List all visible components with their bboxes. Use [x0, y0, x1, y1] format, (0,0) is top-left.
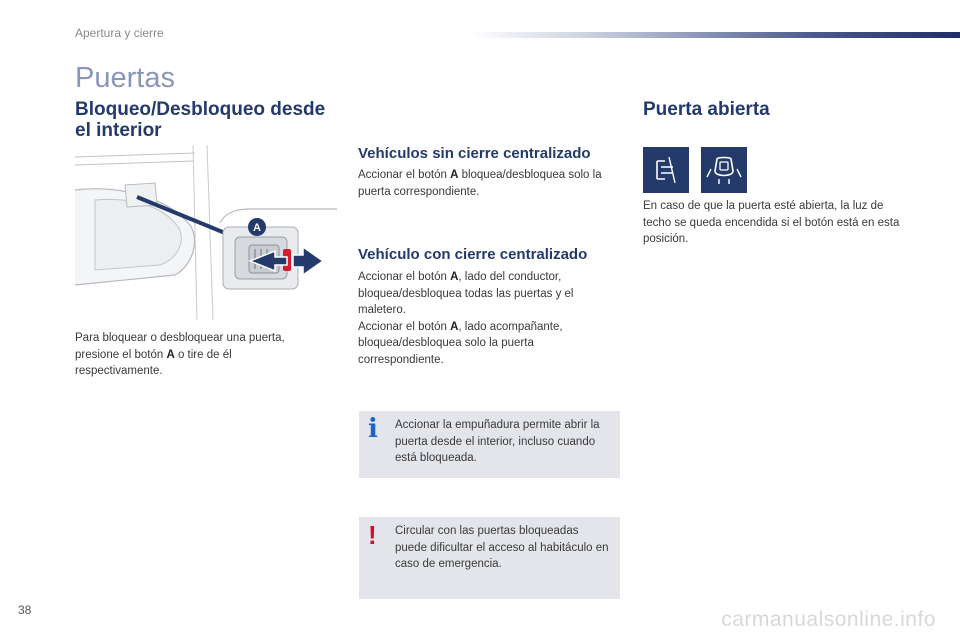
warning-icon: ! [368, 520, 377, 550]
heading-central-locking: Vehículo con cierre centralizado [358, 246, 588, 263]
info-box [359, 411, 620, 478]
door-switch-on-icon [701, 147, 747, 193]
warning-box [359, 517, 620, 599]
heading-door-open: Puerta abierta [643, 99, 770, 120]
door-open-text: En caso de que la puerta esté abierta, la luz de techo se queda encendida si el botón está en esta posición. [643, 200, 900, 245]
warning-text: Circular con las puertas bloqueadas puede dificultar el acceso al habitáculo en caso de emergencia. [395, 525, 609, 570]
section-label: Apertura y cierre [75, 26, 164, 40]
page-number: 38 [18, 603, 32, 617]
info-icon: i [368, 414, 378, 444]
page-title: Puertas [75, 62, 175, 94]
door-lock-illustration [75, 145, 337, 320]
info-text: Accionar la empuñadura permite abrir la puerta desde el interior, incluso cuando está bloqueada. [395, 419, 600, 464]
header-gradient-bar [470, 32, 960, 38]
no-central-locking-text: Accionar el botón A bloquea/desbloquea solo la puerta correspondiente. [358, 169, 602, 198]
callout-a-label: A [253, 222, 261, 234]
left-body-text: Para bloquear o desbloquear una puerta, presione el botón A o tire de él respectivamente. [75, 332, 285, 377]
central-locking-text: Accionar el botón A, lado del conductor, bloquea/desbloquea todas las puertas y el maletero. Accionar el botón A, lado acompañante, bloquea/desbloquea solo la puerta correspondiente. [358, 271, 574, 366]
heading-interior-lock: Bloqueo/Desbloqueo desde el interior [75, 99, 326, 141]
door-switch-icons [643, 147, 747, 193]
watermark: carmanualsonline.info [721, 608, 936, 631]
door-switch-off-icon [643, 147, 689, 193]
heading-no-central-locking: Vehículos sin cierre centralizado [358, 145, 591, 162]
